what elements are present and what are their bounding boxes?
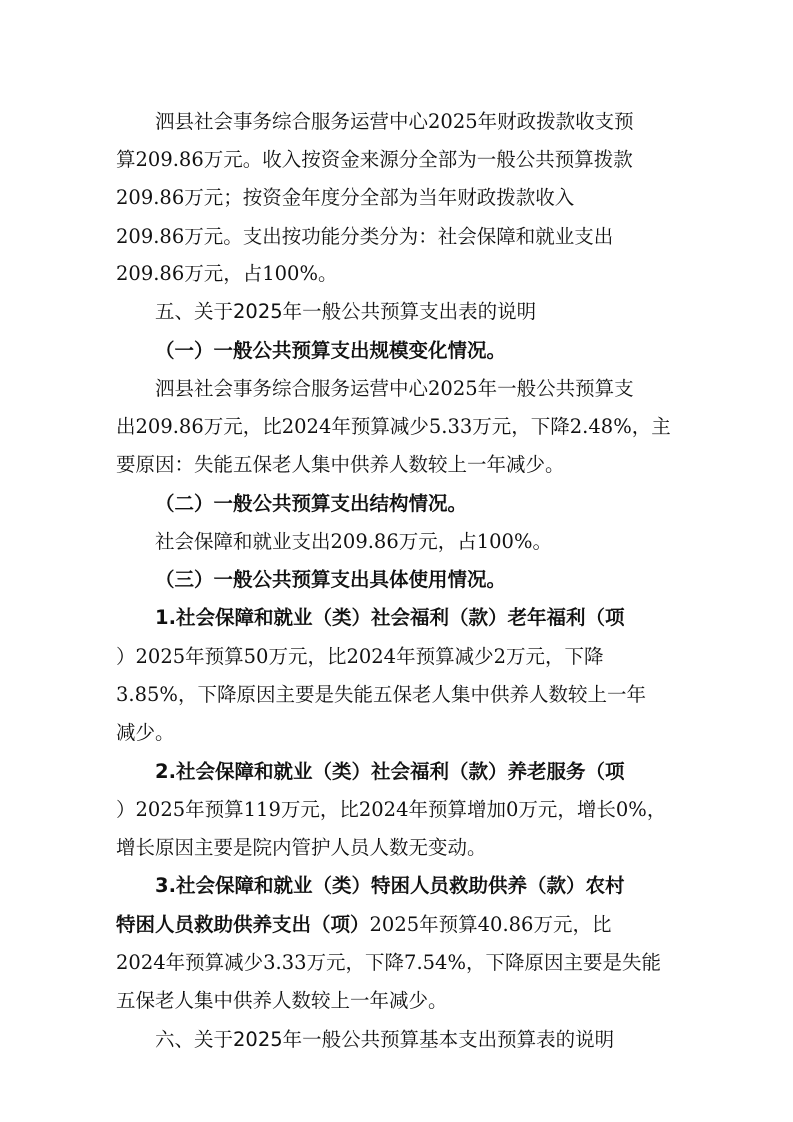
subsection-2-heading: （二）一般公共预算支出结构情况。 <box>155 492 468 515</box>
item-3-title-tail: 特困人员救助供养支出（项） <box>116 913 370 936</box>
para-1-line-3: 209.86万元；按资金年度分全部为当年财政拨款收入 <box>116 186 575 209</box>
item-1-line-1: 1.社会保障和就业（类）社会福利（款）老年福利（项 <box>155 606 625 629</box>
para-1-line-2: 算209.86万元。收入按资金来源分全部为一般公共预算拨款 <box>116 148 633 171</box>
subsection-3-heading: （三）一般公共预算支出具体使用情况。 <box>155 568 507 591</box>
item-3-line-3: 2024年预算减少3.33万元，下降7.54%，下降原因主要是失能 <box>116 951 661 974</box>
item-2-line-1: 2.社会保障和就业（类）社会福利（款）养老服务（项 <box>155 760 625 783</box>
para-2-line-2: 出209.86万元，比2024年预算减少5.33万元，下降2.48%，主 <box>116 415 671 438</box>
item-2-line-2: ）2025年预算119万元，比2024年预算增加0万元，增长0%， <box>116 798 667 821</box>
para-3-line-1: 社会保障和就业支出209.86万元，占100%。 <box>155 530 552 553</box>
para-1-line-4: 209.86万元。支出按功能分类分为：社会保障和就业支出 <box>116 225 614 248</box>
item-1-line-3: 3.85%，下降原因主要是失能五保老人集中供养人数较上一年 <box>116 683 646 706</box>
section-6-heading: 六、关于2025年一般公共预算基本支出预算表的说明 <box>155 1028 615 1051</box>
subsection-1-heading: （一）一般公共预算支出规模变化情况。 <box>155 339 507 362</box>
item-3-line-2 <box>116 910 611 940</box>
item-1-line-4: 减少。 <box>116 721 175 744</box>
item-3-line-1: 3.社会保障和就业（类）特困人员救助供养（款）农村 <box>155 874 625 897</box>
para-2-line-3: 要原因：失能五保老人集中供养人数较上一年减少。 <box>116 453 565 476</box>
item-1-line-2: ）2025年预算50万元，比2024年预算减少2万元，下降 <box>116 645 604 668</box>
section-5-heading: 五、关于2025年一般公共预算支出表的说明 <box>155 300 537 323</box>
para-2-line-1: 泗县社会事务综合服务运营中心2025年一般公共预算支 <box>155 377 634 400</box>
para-1-line-1: 泗县社会事务综合服务运营中心2025年财政拨款收支预 <box>155 110 634 133</box>
item-2-line-3: 增长原因主要是院内管护人员人数无变动。 <box>116 836 487 859</box>
item-3-line-4: 五保老人集中供养人数较上一年减少。 <box>116 989 448 1012</box>
para-1-line-5: 209.86万元，占100%。 <box>116 262 338 285</box>
item-3-amount-text: 2025年预算40.86万元，比 <box>369 913 612 936</box>
